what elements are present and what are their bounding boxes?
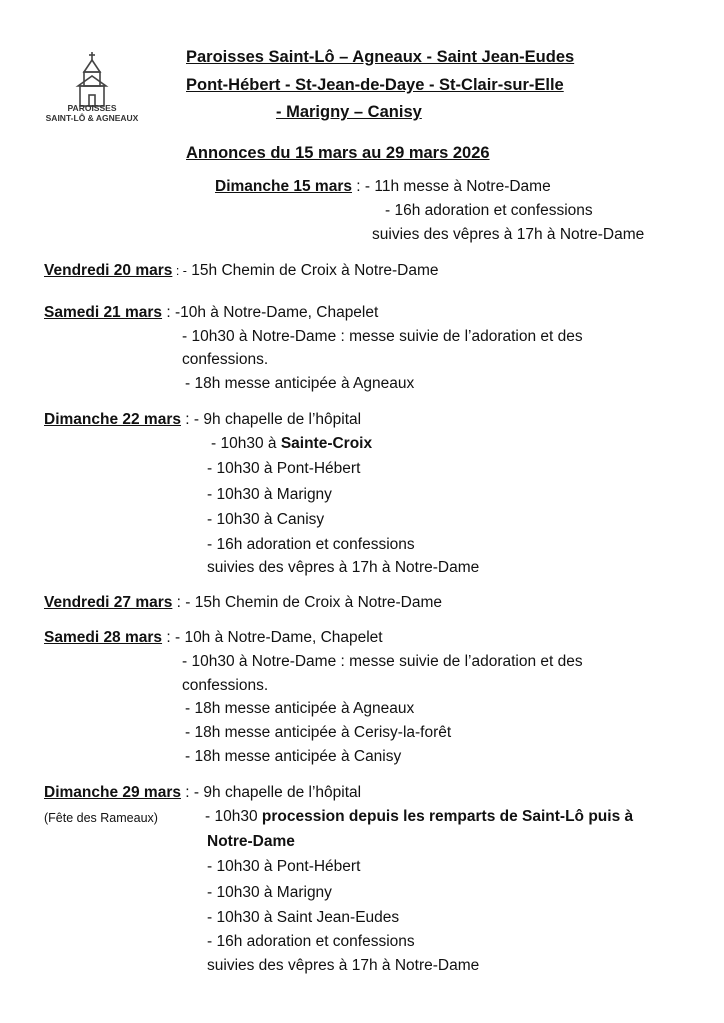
feast-note: (Fête des Rameaux) bbox=[44, 811, 158, 825]
day-saturday-21 bbox=[44, 303, 378, 323]
event-line: - 10h30 à Canisy bbox=[207, 511, 325, 528]
church-icon bbox=[44, 50, 140, 110]
event-procession-bold: procession depuis les remparts de Saint-Lô puis à bbox=[261, 808, 634, 825]
event-line: suivies des vêpres à 17h à Notre-Dame bbox=[207, 957, 480, 974]
event-line: - 18h messe anticipée à Agneaux bbox=[185, 700, 415, 717]
day-separator: : bbox=[181, 784, 190, 801]
day-separator: : bbox=[352, 178, 361, 195]
day-sunday-15 bbox=[215, 177, 551, 197]
day-saturday-28 bbox=[44, 628, 383, 648]
event-line bbox=[205, 807, 633, 827]
event-line: - 10h30 à Pont-Hébert bbox=[207, 858, 361, 875]
event-line: - 10h30 à Notre-Dame : messe suivie de l’adoration et des bbox=[182, 328, 583, 345]
day-label: Vendredi 27 mars bbox=[44, 594, 173, 611]
day-friday-20 bbox=[44, 261, 439, 281]
day-separator: : bbox=[172, 594, 181, 611]
day-label: Dimanche 29 mars bbox=[44, 784, 181, 801]
event-line: - 18h messe anticipée à Cerisy-la-forêt bbox=[185, 724, 452, 741]
event-line: confessions. bbox=[182, 677, 269, 694]
event-line: - 9h chapelle de l’hôpital bbox=[189, 784, 362, 801]
day-separator: : - bbox=[172, 264, 187, 278]
day-separator: : bbox=[162, 629, 171, 646]
day-label: Dimanche 22 mars bbox=[44, 411, 181, 428]
day-label: Vendredi 20 mars bbox=[44, 262, 173, 279]
event-line: - 10h30 à Saint Jean-Eudes bbox=[207, 909, 400, 926]
day-label: Samedi 21 mars bbox=[44, 304, 163, 321]
logo-line2: SAINT-LÔ & AGNEAUX bbox=[45, 113, 139, 123]
event-text: - 10h30 bbox=[205, 808, 262, 825]
event-line: suivies des vêpres à 17h à Notre-Dame bbox=[372, 226, 645, 243]
event-location-bold: Sainte-Croix bbox=[280, 435, 373, 452]
event-line: - 10h30 à Marigny bbox=[207, 884, 332, 901]
announcements-subtitle: Annonces du 15 mars au 29 mars 2026 bbox=[186, 144, 490, 162]
event-line: - 10h à Notre-Dame, Chapelet bbox=[170, 629, 383, 646]
day-label: Samedi 28 mars bbox=[44, 629, 163, 646]
event-line: - 15h Chemin de Croix à Notre-Dame bbox=[181, 594, 443, 611]
event-line: -10h à Notre-Dame, Chapelet bbox=[170, 304, 379, 321]
event-line: confessions. bbox=[182, 351, 269, 368]
event-line: - 16h adoration et confessions bbox=[385, 202, 593, 219]
day-friday-27 bbox=[44, 593, 442, 613]
title-line-2: Pont-Hébert - St-Jean-de-Daye - St-Clair-sur-Elle bbox=[186, 76, 564, 94]
day-separator: : bbox=[162, 304, 171, 321]
logo-line1: PAROISSES bbox=[67, 103, 117, 113]
event-line: - 16h adoration et confessions bbox=[207, 933, 415, 950]
event-line: - 10h30 à Pont-Hébert bbox=[207, 460, 361, 477]
event-text: - 10h30 à bbox=[211, 435, 281, 452]
title-line-3: - Marigny – Canisy bbox=[276, 103, 422, 121]
day-sunday-29 bbox=[44, 783, 361, 803]
event-line: suivies des vêpres à 17h à Notre-Dame bbox=[207, 559, 480, 576]
event-line: - 10h30 à Notre-Dame : messe suivie de l’adoration et des bbox=[182, 653, 583, 670]
event-line: - 16h adoration et confessions bbox=[207, 536, 415, 553]
event-line: - 18h messe anticipée à Agneaux bbox=[185, 375, 415, 392]
event-line bbox=[211, 434, 372, 454]
event-line: - 11h messe à Notre-Dame bbox=[360, 178, 551, 195]
day-separator: : bbox=[181, 411, 190, 428]
event-line: 15h Chemin de Croix à Notre-Dame bbox=[186, 262, 439, 279]
title-line-1: Paroisses Saint-Lô – Agneaux - Saint Jean-Eudes bbox=[186, 48, 575, 66]
event-line: - 10h30 à Marigny bbox=[207, 486, 332, 503]
event-line: - 18h messe anticipée à Canisy bbox=[185, 748, 402, 765]
day-sunday-22 bbox=[44, 410, 361, 430]
event-line: Notre-Dame bbox=[207, 833, 295, 850]
day-label: Dimanche 15 mars bbox=[215, 178, 352, 195]
event-line: - 9h chapelle de l’hôpital bbox=[189, 411, 362, 428]
